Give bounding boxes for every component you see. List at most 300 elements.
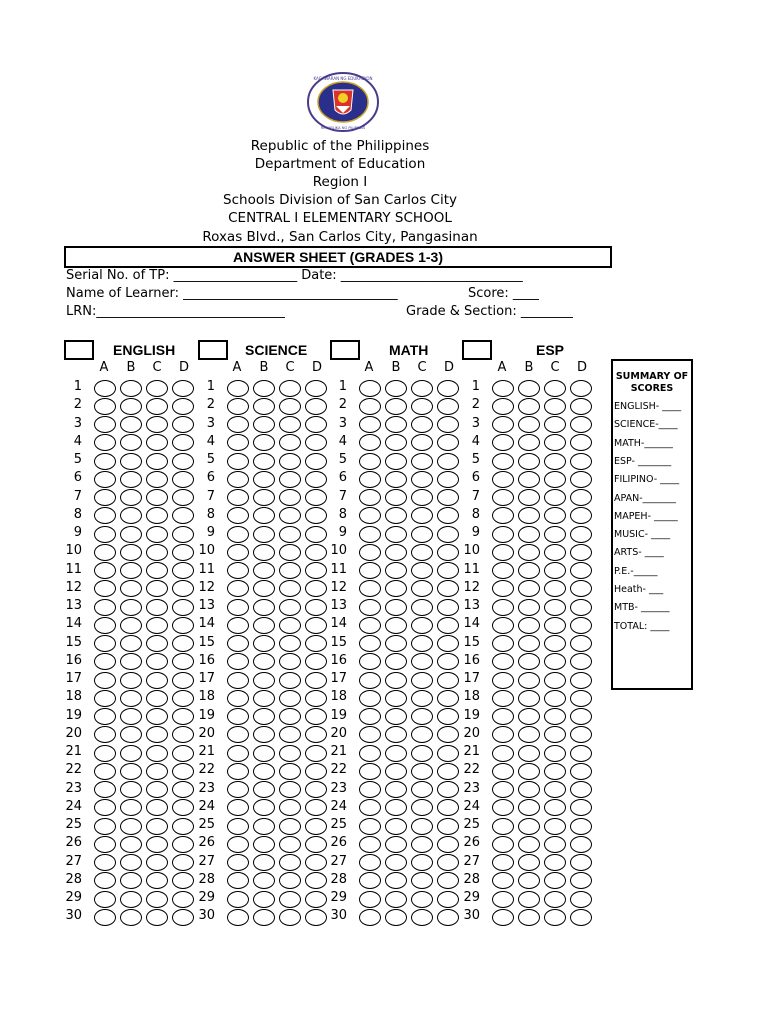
answer-bubble[interactable]: [120, 544, 142, 561]
answer-bubble[interactable]: [437, 653, 459, 670]
answer-bubble[interactable]: [305, 672, 327, 689]
answer-bubble[interactable]: [492, 708, 514, 725]
answer-bubble[interactable]: [570, 544, 592, 561]
answer-bubble[interactable]: [253, 416, 275, 433]
answer-bubble[interactable]: [359, 380, 381, 397]
answer-bubble[interactable]: [411, 726, 433, 743]
answer-bubble[interactable]: [120, 909, 142, 926]
answer-bubble[interactable]: [437, 453, 459, 470]
answer-bubble[interactable]: [279, 617, 301, 634]
answer-bubble[interactable]: [359, 653, 381, 670]
answer-bubble[interactable]: [253, 799, 275, 816]
answer-bubble[interactable]: [120, 836, 142, 853]
answer-bubble[interactable]: [227, 398, 249, 415]
answer-bubble[interactable]: [437, 763, 459, 780]
answer-bubble[interactable]: [359, 526, 381, 543]
answer-bubble[interactable]: [518, 398, 540, 415]
answer-bubble[interactable]: [227, 635, 249, 652]
answer-bubble[interactable]: [305, 453, 327, 470]
answer-bubble[interactable]: [253, 818, 275, 835]
answer-bubble[interactable]: [279, 380, 301, 397]
answer-bubble[interactable]: [518, 781, 540, 798]
answer-bubble[interactable]: [437, 781, 459, 798]
answer-bubble[interactable]: [437, 854, 459, 871]
answer-bubble[interactable]: [544, 726, 566, 743]
answer-bubble[interactable]: [570, 763, 592, 780]
answer-bubble[interactable]: [411, 818, 433, 835]
answer-bubble[interactable]: [492, 763, 514, 780]
answer-bubble[interactable]: [120, 726, 142, 743]
answer-bubble[interactable]: [279, 872, 301, 889]
answer-bubble[interactable]: [411, 434, 433, 451]
answer-bubble[interactable]: [570, 617, 592, 634]
answer-bubble[interactable]: [411, 708, 433, 725]
answer-bubble[interactable]: [518, 507, 540, 524]
answer-bubble[interactable]: [172, 708, 194, 725]
answer-bubble[interactable]: [305, 763, 327, 780]
answer-bubble[interactable]: [172, 872, 194, 889]
answer-bubble[interactable]: [120, 580, 142, 597]
answer-bubble[interactable]: [437, 745, 459, 762]
answer-bubble[interactable]: [120, 672, 142, 689]
answer-bubble[interactable]: [518, 416, 540, 433]
answer-bubble[interactable]: [544, 818, 566, 835]
answer-bubble[interactable]: [437, 562, 459, 579]
answer-bubble[interactable]: [279, 836, 301, 853]
answer-bubble[interactable]: [146, 471, 168, 488]
answer-bubble[interactable]: [359, 599, 381, 616]
answer-bubble[interactable]: [146, 891, 168, 908]
answer-bubble[interactable]: [570, 416, 592, 433]
answer-bubble[interactable]: [172, 763, 194, 780]
answer-bubble[interactable]: [492, 507, 514, 524]
answer-bubble[interactable]: [359, 781, 381, 798]
answer-bubble[interactable]: [120, 599, 142, 616]
answer-bubble[interactable]: [385, 562, 407, 579]
answer-bubble[interactable]: [279, 745, 301, 762]
answer-bubble[interactable]: [253, 617, 275, 634]
answer-bubble[interactable]: [544, 453, 566, 470]
answer-bubble[interactable]: [94, 672, 116, 689]
answer-bubble[interactable]: [544, 471, 566, 488]
answer-bubble[interactable]: [253, 398, 275, 415]
answer-bubble[interactable]: [411, 599, 433, 616]
answer-bubble[interactable]: [492, 653, 514, 670]
answer-bubble[interactable]: [411, 416, 433, 433]
answer-bubble[interactable]: [544, 672, 566, 689]
answer-bubble[interactable]: [94, 562, 116, 579]
answer-bubble[interactable]: [172, 690, 194, 707]
answer-bubble[interactable]: [146, 781, 168, 798]
answer-bubble[interactable]: [146, 726, 168, 743]
answer-bubble[interactable]: [492, 836, 514, 853]
answer-bubble[interactable]: [385, 745, 407, 762]
answer-bubble[interactable]: [411, 891, 433, 908]
answer-bubble[interactable]: [411, 380, 433, 397]
answer-bubble[interactable]: [411, 745, 433, 762]
answer-bubble[interactable]: [146, 416, 168, 433]
answer-bubble[interactable]: [570, 781, 592, 798]
answer-bubble[interactable]: [570, 434, 592, 451]
answer-bubble[interactable]: [172, 672, 194, 689]
answer-bubble[interactable]: [518, 526, 540, 543]
answer-bubble[interactable]: [518, 617, 540, 634]
answer-bubble[interactable]: [172, 617, 194, 634]
answer-bubble[interactable]: [570, 653, 592, 670]
answer-bubble[interactable]: [492, 799, 514, 816]
answer-bubble[interactable]: [570, 818, 592, 835]
answer-bubble[interactable]: [120, 891, 142, 908]
answer-bubble[interactable]: [518, 891, 540, 908]
answer-bubble[interactable]: [544, 544, 566, 561]
answer-bubble[interactable]: [437, 380, 459, 397]
answer-bubble[interactable]: [570, 635, 592, 652]
answer-bubble[interactable]: [359, 745, 381, 762]
answer-bubble[interactable]: [437, 489, 459, 506]
answer-bubble[interactable]: [544, 526, 566, 543]
answer-bubble[interactable]: [227, 854, 249, 871]
answer-bubble[interactable]: [570, 526, 592, 543]
answer-bubble[interactable]: [385, 726, 407, 743]
answer-bubble[interactable]: [437, 471, 459, 488]
answer-bubble[interactable]: [279, 398, 301, 415]
answer-bubble[interactable]: [253, 599, 275, 616]
answer-bubble[interactable]: [120, 653, 142, 670]
answer-bubble[interactable]: [146, 398, 168, 415]
answer-bubble[interactable]: [570, 380, 592, 397]
answer-bubble[interactable]: [227, 562, 249, 579]
answer-bubble[interactable]: [305, 471, 327, 488]
answer-bubble[interactable]: [570, 690, 592, 707]
answer-bubble[interactable]: [120, 434, 142, 451]
answer-bubble[interactable]: [305, 617, 327, 634]
answer-bubble[interactable]: [253, 489, 275, 506]
answer-bubble[interactable]: [359, 453, 381, 470]
answer-bubble[interactable]: [146, 635, 168, 652]
answer-bubble[interactable]: [94, 745, 116, 762]
answer-bubble[interactable]: [146, 434, 168, 451]
answer-bubble[interactable]: [518, 635, 540, 652]
answer-bubble[interactable]: [544, 580, 566, 597]
answer-bubble[interactable]: [146, 763, 168, 780]
answer-bubble[interactable]: [94, 909, 116, 926]
answer-bubble[interactable]: [94, 836, 116, 853]
answer-bubble[interactable]: [492, 854, 514, 871]
answer-bubble[interactable]: [305, 380, 327, 397]
answer-bubble[interactable]: [437, 599, 459, 616]
answer-bubble[interactable]: [172, 416, 194, 433]
answer-bubble[interactable]: [227, 489, 249, 506]
answer-bubble[interactable]: [359, 544, 381, 561]
answer-bubble[interactable]: [94, 781, 116, 798]
answer-bubble[interactable]: [253, 544, 275, 561]
answer-bubble[interactable]: [120, 745, 142, 762]
answer-bubble[interactable]: [94, 526, 116, 543]
answer-bubble[interactable]: [279, 471, 301, 488]
answer-bubble[interactable]: [279, 526, 301, 543]
answer-bubble[interactable]: [544, 398, 566, 415]
answer-bubble[interactable]: [411, 526, 433, 543]
answer-bubble[interactable]: [570, 836, 592, 853]
answer-bubble[interactable]: [146, 544, 168, 561]
answer-bubble[interactable]: [518, 726, 540, 743]
answer-bubble[interactable]: [492, 526, 514, 543]
answer-bubble[interactable]: [437, 398, 459, 415]
answer-bubble[interactable]: [305, 726, 327, 743]
answer-bubble[interactable]: [94, 416, 116, 433]
answer-bubble[interactable]: [94, 580, 116, 597]
answer-bubble[interactable]: [492, 544, 514, 561]
answer-bubble[interactable]: [570, 799, 592, 816]
answer-bubble[interactable]: [359, 726, 381, 743]
answer-bubble[interactable]: [227, 909, 249, 926]
answer-bubble[interactable]: [279, 854, 301, 871]
answer-bubble[interactable]: [279, 781, 301, 798]
answer-bubble[interactable]: [492, 818, 514, 835]
answer-bubble[interactable]: [411, 672, 433, 689]
answer-bubble[interactable]: [359, 635, 381, 652]
answer-bubble[interactable]: [227, 891, 249, 908]
answer-bubble[interactable]: [94, 763, 116, 780]
answer-bubble[interactable]: [253, 471, 275, 488]
answer-bubble[interactable]: [227, 690, 249, 707]
answer-bubble[interactable]: [279, 909, 301, 926]
answer-bubble[interactable]: [146, 872, 168, 889]
answer-bubble[interactable]: [437, 818, 459, 835]
answer-bubble[interactable]: [437, 544, 459, 561]
answer-bubble[interactable]: [305, 653, 327, 670]
answer-bubble[interactable]: [94, 690, 116, 707]
answer-bubble[interactable]: [146, 672, 168, 689]
answer-bubble[interactable]: [411, 909, 433, 926]
answer-bubble[interactable]: [279, 818, 301, 835]
answer-bubble[interactable]: [518, 872, 540, 889]
answer-bubble[interactable]: [253, 854, 275, 871]
answer-bubble[interactable]: [279, 763, 301, 780]
answer-bubble[interactable]: [492, 726, 514, 743]
answer-bubble[interactable]: [305, 489, 327, 506]
answer-bubble[interactable]: [227, 872, 249, 889]
subject-checkbox-esp[interactable]: [462, 340, 492, 360]
answer-bubble[interactable]: [492, 745, 514, 762]
answer-bubble[interactable]: [385, 836, 407, 853]
answer-bubble[interactable]: [518, 544, 540, 561]
answer-bubble[interactable]: [172, 380, 194, 397]
answer-bubble[interactable]: [385, 434, 407, 451]
answer-bubble[interactable]: [227, 781, 249, 798]
answer-bubble[interactable]: [253, 763, 275, 780]
answer-bubble[interactable]: [411, 854, 433, 871]
answer-bubble[interactable]: [120, 781, 142, 798]
answer-bubble[interactable]: [305, 909, 327, 926]
answer-bubble[interactable]: [518, 471, 540, 488]
answer-bubble[interactable]: [305, 872, 327, 889]
answer-bubble[interactable]: [385, 580, 407, 597]
answer-bubble[interactable]: [253, 635, 275, 652]
answer-bubble[interactable]: [518, 799, 540, 816]
answer-bubble[interactable]: [94, 471, 116, 488]
answer-bubble[interactable]: [94, 891, 116, 908]
answer-bubble[interactable]: [146, 909, 168, 926]
answer-bubble[interactable]: [518, 708, 540, 725]
answer-bubble[interactable]: [518, 690, 540, 707]
answer-bubble[interactable]: [385, 453, 407, 470]
answer-bubble[interactable]: [253, 580, 275, 597]
answer-bubble[interactable]: [437, 635, 459, 652]
answer-bubble[interactable]: [120, 763, 142, 780]
answer-bubble[interactable]: [385, 471, 407, 488]
answer-bubble[interactable]: [437, 580, 459, 597]
answer-bubble[interactable]: [492, 635, 514, 652]
answer-bubble[interactable]: [544, 562, 566, 579]
answer-bubble[interactable]: [279, 635, 301, 652]
answer-bubble[interactable]: [544, 635, 566, 652]
answer-bubble[interactable]: [305, 544, 327, 561]
answer-bubble[interactable]: [253, 380, 275, 397]
answer-bubble[interactable]: [570, 507, 592, 524]
answer-bubble[interactable]: [146, 854, 168, 871]
answer-bubble[interactable]: [518, 909, 540, 926]
answer-bubble[interactable]: [227, 507, 249, 524]
answer-bubble[interactable]: [172, 635, 194, 652]
answer-bubble[interactable]: [518, 599, 540, 616]
answer-bubble[interactable]: [359, 799, 381, 816]
answer-bubble[interactable]: [570, 745, 592, 762]
answer-bubble[interactable]: [120, 526, 142, 543]
answer-bubble[interactable]: [279, 544, 301, 561]
answer-bubble[interactable]: [411, 635, 433, 652]
answer-bubble[interactable]: [385, 763, 407, 780]
answer-bubble[interactable]: [437, 726, 459, 743]
answer-bubble[interactable]: [279, 416, 301, 433]
answer-bubble[interactable]: [359, 580, 381, 597]
answer-bubble[interactable]: [385, 781, 407, 798]
answer-bubble[interactable]: [172, 398, 194, 415]
answer-bubble[interactable]: [253, 672, 275, 689]
answer-bubble[interactable]: [227, 599, 249, 616]
answer-bubble[interactable]: [570, 672, 592, 689]
answer-bubble[interactable]: [492, 909, 514, 926]
answer-bubble[interactable]: [544, 799, 566, 816]
answer-bubble[interactable]: [492, 489, 514, 506]
answer-bubble[interactable]: [227, 745, 249, 762]
answer-bubble[interactable]: [570, 562, 592, 579]
answer-bubble[interactable]: [518, 489, 540, 506]
answer-bubble[interactable]: [437, 891, 459, 908]
answer-bubble[interactable]: [253, 781, 275, 798]
answer-bubble[interactable]: [518, 745, 540, 762]
answer-bubble[interactable]: [279, 891, 301, 908]
answer-bubble[interactable]: [359, 489, 381, 506]
answer-bubble[interactable]: [359, 507, 381, 524]
answer-bubble[interactable]: [359, 398, 381, 415]
answer-bubble[interactable]: [518, 672, 540, 689]
answer-bubble[interactable]: [359, 562, 381, 579]
answer-bubble[interactable]: [120, 617, 142, 634]
answer-bubble[interactable]: [227, 818, 249, 835]
answer-bubble[interactable]: [437, 507, 459, 524]
answer-bubble[interactable]: [305, 854, 327, 871]
answer-bubble[interactable]: [253, 891, 275, 908]
answer-bubble[interactable]: [227, 434, 249, 451]
answer-bubble[interactable]: [544, 763, 566, 780]
answer-bubble[interactable]: [305, 818, 327, 835]
answer-bubble[interactable]: [437, 708, 459, 725]
answer-bubble[interactable]: [94, 726, 116, 743]
answer-bubble[interactable]: [385, 380, 407, 397]
answer-bubble[interactable]: [359, 434, 381, 451]
answer-bubble[interactable]: [172, 434, 194, 451]
answer-bubble[interactable]: [492, 380, 514, 397]
answer-bubble[interactable]: [359, 836, 381, 853]
answer-bubble[interactable]: [385, 690, 407, 707]
answer-bubble[interactable]: [172, 836, 194, 853]
answer-bubble[interactable]: [492, 471, 514, 488]
answer-bubble[interactable]: [146, 489, 168, 506]
answer-bubble[interactable]: [518, 763, 540, 780]
answer-bubble[interactable]: [172, 507, 194, 524]
answer-bubble[interactable]: [94, 799, 116, 816]
answer-bubble[interactable]: [120, 398, 142, 415]
answer-bubble[interactable]: [437, 672, 459, 689]
answer-bubble[interactable]: [227, 471, 249, 488]
answer-bubble[interactable]: [120, 471, 142, 488]
answer-bubble[interactable]: [359, 672, 381, 689]
answer-bubble[interactable]: [544, 617, 566, 634]
answer-bubble[interactable]: [305, 599, 327, 616]
answer-bubble[interactable]: [253, 708, 275, 725]
answer-bubble[interactable]: [253, 507, 275, 524]
answer-bubble[interactable]: [544, 434, 566, 451]
answer-bubble[interactable]: [544, 599, 566, 616]
answer-bubble[interactable]: [172, 580, 194, 597]
answer-bubble[interactable]: [359, 690, 381, 707]
answer-bubble[interactable]: [544, 489, 566, 506]
answer-bubble[interactable]: [411, 398, 433, 415]
answer-bubble[interactable]: [146, 653, 168, 670]
answer-bubble[interactable]: [120, 453, 142, 470]
answer-bubble[interactable]: [120, 489, 142, 506]
answer-bubble[interactable]: [570, 872, 592, 889]
answer-bubble[interactable]: [544, 380, 566, 397]
answer-bubble[interactable]: [120, 507, 142, 524]
answer-bubble[interactable]: [437, 526, 459, 543]
answer-bubble[interactable]: [544, 690, 566, 707]
answer-bubble[interactable]: [518, 562, 540, 579]
answer-bubble[interactable]: [492, 434, 514, 451]
answer-bubble[interactable]: [253, 909, 275, 926]
answer-bubble[interactable]: [94, 635, 116, 652]
answer-bubble[interactable]: [544, 891, 566, 908]
answer-bubble[interactable]: [570, 708, 592, 725]
answer-bubble[interactable]: [411, 617, 433, 634]
answer-bubble[interactable]: [305, 526, 327, 543]
answer-bubble[interactable]: [94, 872, 116, 889]
answer-bubble[interactable]: [279, 672, 301, 689]
answer-bubble[interactable]: [172, 471, 194, 488]
answer-bubble[interactable]: [172, 453, 194, 470]
answer-bubble[interactable]: [94, 653, 116, 670]
answer-bubble[interactable]: [146, 380, 168, 397]
answer-bubble[interactable]: [544, 854, 566, 871]
answer-bubble[interactable]: [437, 617, 459, 634]
answer-bubble[interactable]: [385, 544, 407, 561]
answer-bubble[interactable]: [570, 891, 592, 908]
answer-bubble[interactable]: [411, 763, 433, 780]
answer-bubble[interactable]: [359, 708, 381, 725]
answer-bubble[interactable]: [172, 799, 194, 816]
answer-bubble[interactable]: [120, 380, 142, 397]
